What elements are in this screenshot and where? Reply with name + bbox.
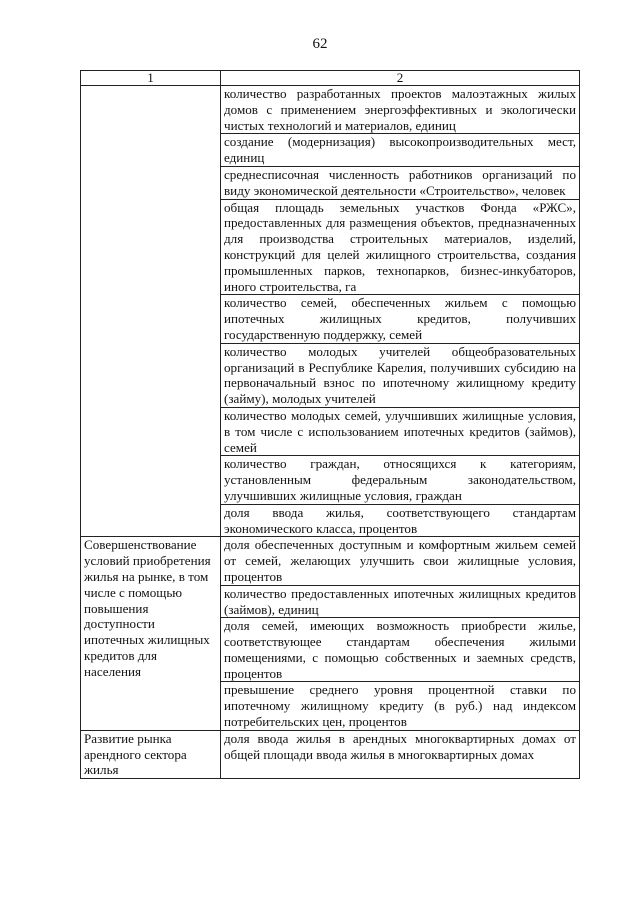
table-header-row: [81, 71, 580, 86]
column-header-1: 1: [81, 71, 221, 86]
indicator-cell: превышение среднего уровня процентной ставки по ипотечному жилищному кредиту (в руб.) над индексом потребительских цен, процентов: [221, 682, 580, 730]
goal-cell: Развитие рынка арендного сектора жилья: [81, 730, 221, 778]
indicators-table: [80, 70, 580, 779]
indicator-cell: количество семей, обеспеченных жильем с помощью ипотечных жилищных кредитов, получивших государственную поддержку, семей: [221, 295, 580, 343]
indicator-cell: количество предоставленных ипотечных жилищных кредитов (займов), единиц: [221, 585, 580, 618]
indicator-cell: количество разработанных проектов малоэтажных жилых домов с применением энергоэффективных и экологически чистых технологий и материалов, единиц: [221, 86, 580, 134]
indicator-cell: доля ввода жилья в арендных многоквартирных домах от общей площади ввода жилья в многоквартирных домах: [221, 730, 580, 778]
goal-cell: [81, 86, 221, 537]
table-row: [81, 730, 580, 778]
table-row: [81, 86, 580, 134]
indicator-cell: доля ввода жилья, соответствующего стандартам экономического класса, процентов: [221, 504, 580, 537]
table-row: [81, 537, 580, 585]
goal-cell: Совершенствование условий приобретения жилья на рынке, в том числе с помощью повышения доступности ипотечных жилищных кредитов для населения: [81, 537, 221, 731]
column-header-2: 2: [221, 71, 580, 86]
indicator-cell: доля семей, имеющих возможность приобрести жилье, соответствующее стандартам обеспечения жилыми помещениями, с помощью собственных и заемных средств, процентов: [221, 618, 580, 682]
page-number: 62: [312, 36, 328, 52]
indicator-cell: количество молодых учителей общеобразовательных организаций в Республике Карелия, получивших субсидию на первоначальный взнос по ипотечному жилищному кредиту (займу), молодых учителей: [221, 343, 580, 407]
indicator-cell: среднесписочная численность работников организаций по виду экономической деятельности «Строительство», человек: [221, 166, 580, 199]
indicator-cell: создание (модернизация) высокопроизводительных мест, единиц: [221, 134, 580, 167]
indicator-cell: доля обеспеченных доступным и комфортным жильем семей от семей, желающих улучшить свои жилищные условия, процентов: [221, 537, 580, 585]
indicator-cell: количество граждан, относящихся к категориям, установленным федеральным законодательством, улучшивших жилищные условия, граждан: [221, 456, 580, 504]
indicator-cell: общая площадь земельных участков Фонда «РЖС», предоставленных для размещения объектов, предназначенных для производства строительных материалов, изделий, конструкций для целей жилищного строительства, создания промышленных парков, технопарков, бизнес-инкубаторов, иного строительства, га: [221, 199, 580, 295]
indicator-cell: количество молодых семей, улучшивших жилищные условия, в том числе с использованием ипотечных кредитов (займов), семей: [221, 407, 580, 455]
